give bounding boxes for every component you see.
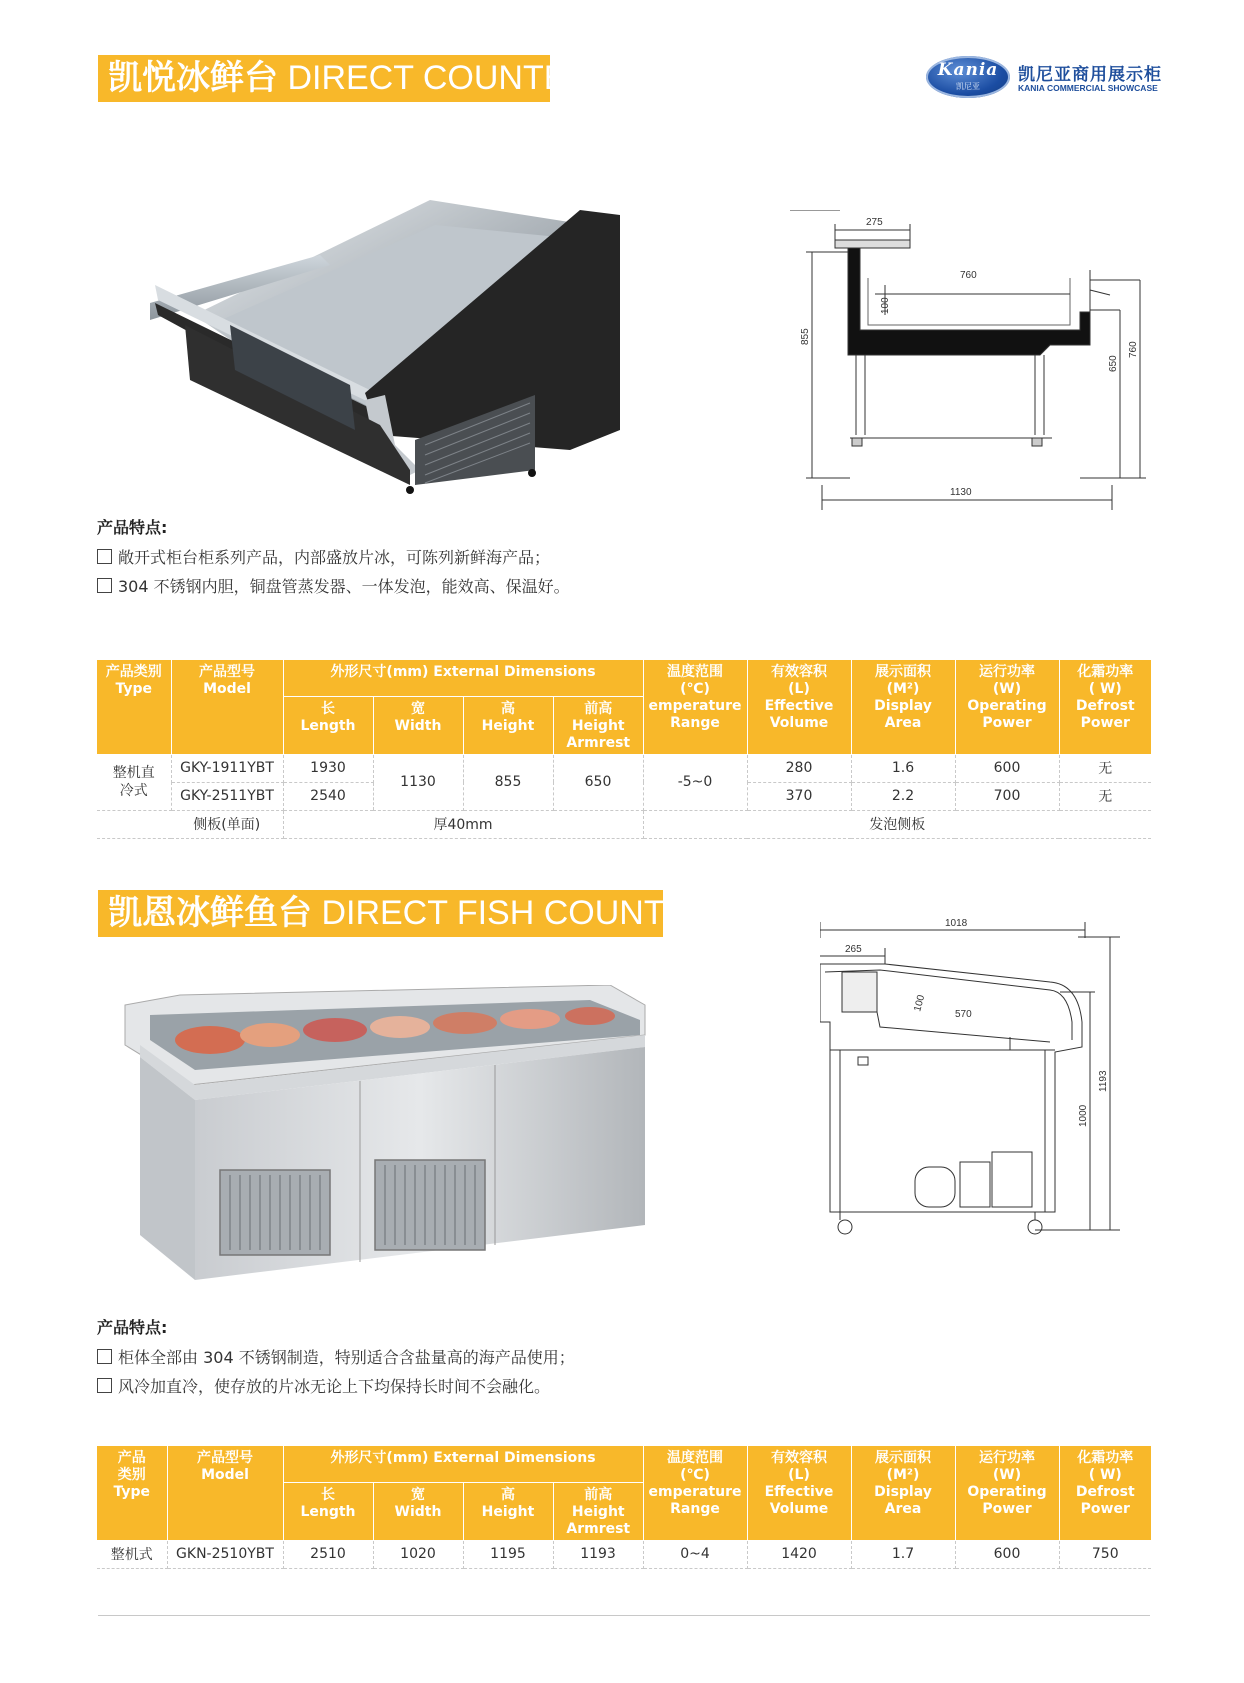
cell-side-note: 发泡侧板 [643,810,1151,838]
dim-total-height: 1193 [1098,1070,1109,1092]
section1-title-cn: 凯悦冰鲜台 [108,58,278,98]
cell-armrest: 650 [553,754,643,810]
cell-model: GKY-2511YBT [171,782,283,810]
th-length: 长 Length [283,696,373,754]
cell-temp: 0~4 [643,1540,747,1568]
cell-type: 整机式 [97,1540,167,1568]
cell-length: 2510 [283,1540,373,1568]
cell-height: 855 [463,754,553,810]
cell-model: GKY-1911YBT [171,754,283,782]
section2-feature-2: 风冷加直冷，使存放的片冰无论上下均保持长时间不会融化。 [97,1374,550,1397]
th-operating-power: 运行功率 (W) Operating Power [955,660,1059,754]
section2-title-banner [98,890,712,937]
th-volume: 有效容积 (L) Effective Volume [747,660,851,754]
th-type: 产品类别 Type [97,660,171,754]
dim-total-height: 855 [800,328,811,345]
footer-divider [98,1615,1150,1616]
section1-title-en: DIRECT COUNTER [287,59,591,97]
th-width: 宽 Width [373,1482,463,1540]
direct-fish-counter-technical-drawing [820,912,1140,1242]
checkbox-icon [97,1349,112,1364]
brand-logo [926,55,1162,99]
dim-top-width: 275 [866,217,883,228]
cell-armrest: 1193 [553,1540,643,1568]
cell-operating: 600 [955,754,1059,782]
cell-width: 1020 [373,1540,463,1568]
section2-features-title: 产品特点: [97,1318,168,1337]
cell-defrost: 无 [1059,782,1151,810]
table-row [97,810,1151,838]
table-row [97,754,1151,782]
brand-name-cn: 凯尼亚商用展示柜 [1018,65,1162,85]
th-temperature: 温度范围 (℃) emperature Range [643,660,747,754]
section1-feature-1: 敞开式柜台柜系列产品，内部盛放片冰，可陈列新鲜海产品； [97,545,550,568]
dim-armrest-height: 650 [1108,355,1119,372]
th-dimensions: 外形尺寸(mm) External Dimensions [283,660,643,696]
cell-volume: 280 [747,754,851,782]
dim-top-width: 265 [845,944,862,955]
direct-counter-photo [150,185,630,495]
dim-body-height: 1000 [1078,1104,1089,1127]
th-dimensions: 外形尺寸(mm) External Dimensions [283,1446,643,1482]
dim-inner-width: 570 [955,1009,972,1020]
direct-counter-technical-drawing [790,210,1170,510]
cell-temp: -5~0 [643,754,747,810]
th-model: 产品型号 Model [171,660,283,754]
section2-feature-1: 柜体全部由 304 不锈钢制造，特别适合含盐量高的海产品使用； [97,1345,575,1368]
th-height: 高 Height [463,696,553,754]
brand-name-en: KANIA COMMERCIAL SHOWCASE [1018,83,1158,93]
cell-volume: 1420 [747,1540,851,1568]
dim-total-width: 1130 [950,487,972,498]
cell-type: 整机直冷式 [97,754,171,810]
dim-depth: 100 [912,993,928,1013]
dim-inner-width: 760 [960,270,977,281]
th-model: 产品型号 Model [167,1446,283,1540]
cell-length: 2540 [283,782,373,810]
section2-spec-table [97,1446,1151,1569]
dim-depth: 100 [880,297,891,314]
th-armrest: 前高 Height Armrest [553,1482,643,1540]
th-operating-power: 运行功率 (W) Operating Power [955,1446,1059,1540]
cell-operating: 700 [955,782,1059,810]
section1-spec-table [97,660,1151,839]
cell-area: 1.7 [851,1540,955,1568]
kania-logo-icon: Kania 凯尼亚 [926,56,1010,98]
section1-features-title: 产品特点: [97,518,168,537]
section1-title-banner [98,55,591,102]
section2-title-cn: 凯恩冰鲜鱼台 [108,893,312,933]
section2-title-en: DIRECT FISH COUNTER [321,894,712,932]
th-width: 宽 Width [373,696,463,754]
cell-defrost: 750 [1059,1540,1151,1568]
table-row [97,1540,1151,1568]
cell-side-thickness: 厚40mm [283,810,643,838]
th-defrost-power: 化霜功率 ( W) Defrost Power [1059,1446,1151,1540]
cell-width: 1130 [373,754,463,810]
th-temperature: 温度范围 (℃) emperature Range [643,1446,747,1540]
cell-length: 1930 [283,754,373,782]
th-armrest: 前高 Height Armrest [553,696,643,754]
th-length: 长 Length [283,1482,373,1540]
dim-total-width: 1018 [945,918,968,929]
cell-height: 1195 [463,1540,553,1568]
th-height: 高 Height [463,1482,553,1540]
checkbox-icon [97,578,112,593]
th-display-area: 展示面积 (M²) Display Area [851,1446,955,1540]
th-defrost-power: 化霜功率 ( W) Defrost Power [1059,660,1151,754]
dim-right-height: 760 [1128,341,1139,358]
th-display-area: 展示面积 (M²) Display Area [851,660,955,754]
cell-empty [97,810,171,838]
cell-model: GKN-2510YBT [167,1540,283,1568]
cell-area: 2.2 [851,782,955,810]
direct-fish-counter-photo [120,985,660,1285]
cell-area: 1.6 [851,754,955,782]
th-volume: 有效容积 (L) Effective Volume [747,1446,851,1540]
th-type: 产品 类别 Type [97,1446,167,1540]
checkbox-icon [97,1378,112,1393]
section1-feature-2: 304 不锈钢内胆，铜盘管蒸发器、一体发泡，能效高、保温好。 [97,574,570,597]
cell-defrost: 无 [1059,754,1151,782]
cell-operating: 600 [955,1540,1059,1568]
checkbox-icon [97,549,112,564]
cell-volume: 370 [747,782,851,810]
cell-side-label: 侧板(单面) [171,810,283,838]
